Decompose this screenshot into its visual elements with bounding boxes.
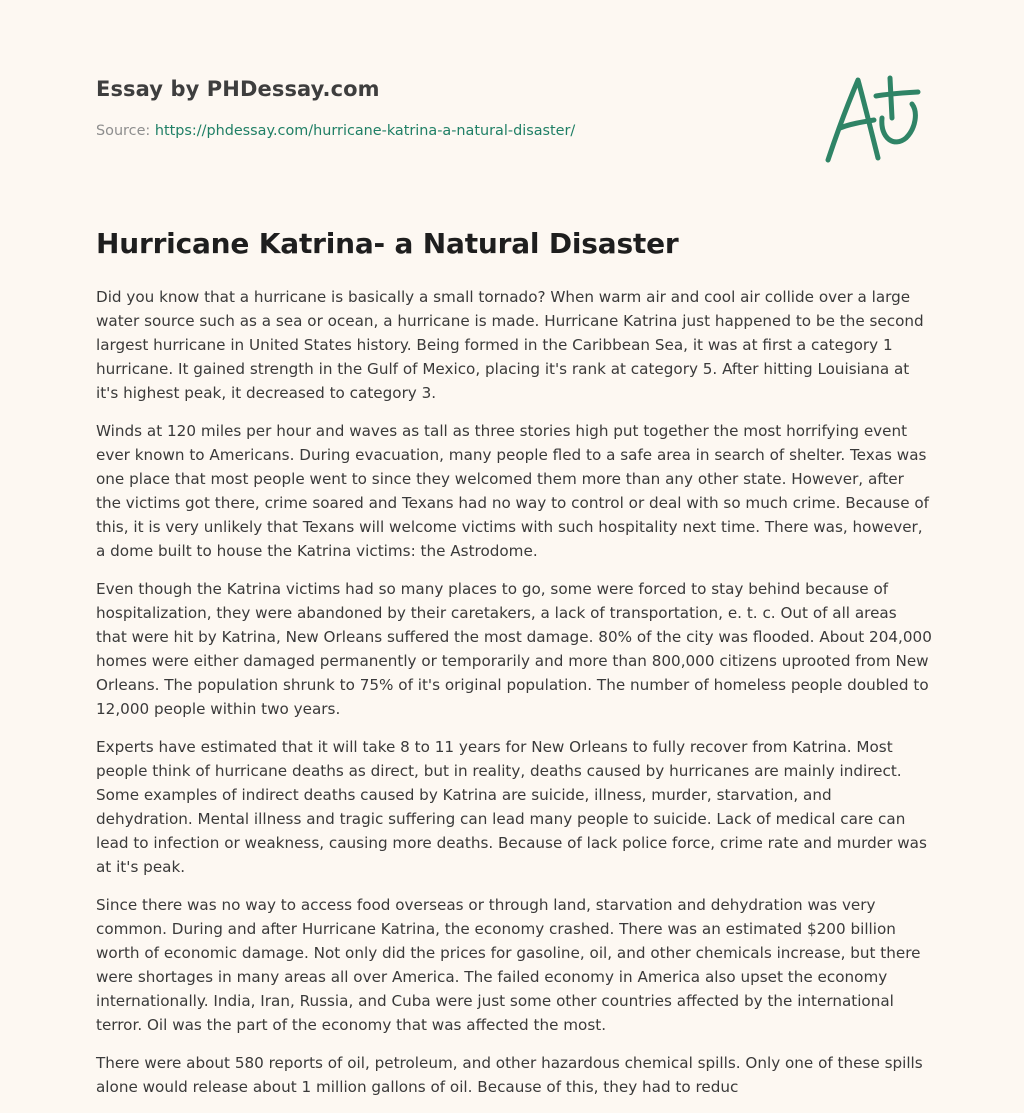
a-plus-grade-icon	[820, 66, 924, 166]
plus-vertical-stroke	[890, 78, 892, 118]
essay-paragraph: Experts have estimated that it will take 8 to 11 years for New Orleans to fully recover from Katrina. Most people think of hurricane deaths as direct, but in reality, deaths caused by hurricanes are mainly indirect. Some examples of indirect deaths caused by Katrina are suicide, illness, murder, starvation, and dehydration. Mental illness and tragic suffering can lead many people to suicide. Lack of medical care can lead to infection or weakness, causing more deaths. Because of lack police force, crime rate and murder was at it's peak.	[96, 738, 927, 876]
plus-horizontal-stroke	[876, 92, 918, 96]
site-brand: Essay by PHDessay.com	[96, 77, 380, 101]
essay-paragraph: Since there was no way to access food overseas or through land, starvation and dehydration was very common. During and after Hurricane Katrina, the economy crashed. There was an estimated $200 billion worth of economic damage. Not only did the prices for gasoline, oil, and other chemicals increase, but there were shortages in many areas all over America. The failed economy in America also upset the economy internationally. India, Iran, Russia, and Cuba were just some other countries affected by the international terror. Oil was the part of the economy that was affected the most.	[96, 896, 921, 1034]
essay-paragraph: Did you know that a hurricane is basically a small tornado? When warm air and cool air collide over a large water source such as a sea or ocean, a hurricane is made. Hurricane Katrina just happened to be the second largest hurricane in United States history. Being formed in the Caribbean Sea, it was at first a category 1 hurricane. It gained strength in the Gulf of Mexico, placing it's rank at category 5. After hitting Louisiana at it's highest peak, it decreased to category 3.	[96, 288, 924, 402]
source-label: Source:	[96, 123, 151, 139]
check-loop-stroke	[882, 104, 916, 142]
essay-paragraph: There were about 580 reports of oil, petroleum, and other hazardous chemical spills. Only one of these spills alone would release about 1 million gallons of oil. Because of this, they had to reduc	[96, 1054, 923, 1096]
source-line	[96, 123, 575, 139]
source-link[interactable]: https://phdessay.com/hurricane-katrina-a-natural-disaster/	[154, 123, 576, 139]
essay-body	[96, 285, 932, 1113]
essay-paragraph: Winds at 120 miles per hour and waves as tall as three stories high put together the most horrifying event ever known to Americans. During evacuation, many people fled to a safe area in search of shelter. Texas was one place that most people went to since they welcomed them more than any other state. However, after the victims got there, crime soared and Texans had no way to control or deal with so much crime. Because of this, it is very unlikely that Texans will welcome victims with such hospitality next time. There was, however, a dome built to house the Katrina victims: the Astrodome.	[96, 422, 930, 560]
essay-paragraph: Even though the Katrina victims had so many places to go, some were forced to stay behind because of hospitalization, they were abandoned by their caretakers, a lack of transportation, e. t. c. Out of all areas that were hit by Katrina, New Orleans suffered the most damage. 80% of the city was flooded. About 204,000 homes were either damaged permanently or temporarily and more than 800,000 citizens uprooted from New Orleans. The population shrunk to 75% of it's original population. The number of homeless people doubled to 12,000 people within two years.	[96, 580, 932, 718]
essay-title: Hurricane Katrina- a Natural Disaster	[96, 227, 679, 260]
